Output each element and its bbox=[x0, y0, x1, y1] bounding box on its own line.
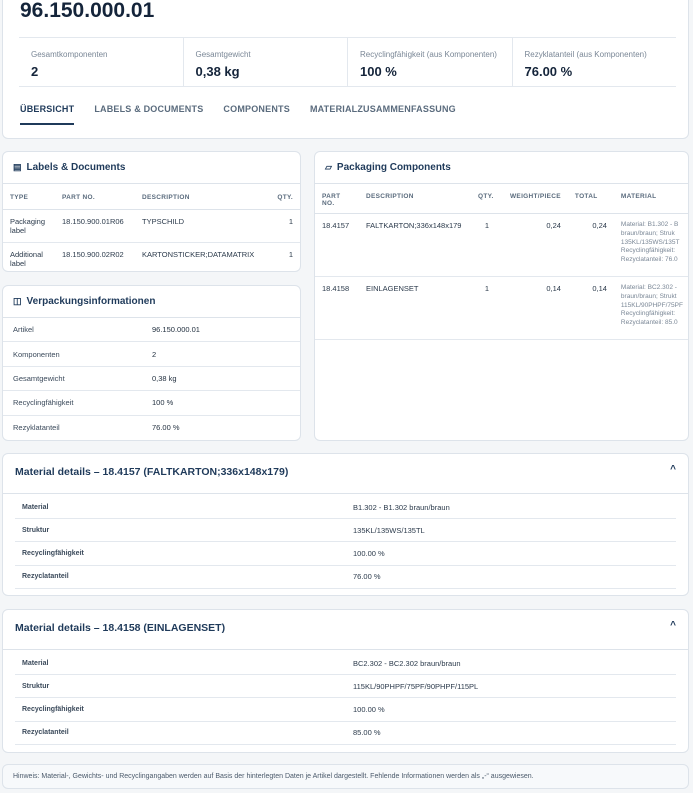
detail-row bbox=[15, 542, 676, 565]
detail-key: Material bbox=[22, 503, 49, 511]
col-weight-piece: WEIGHT/PIECE bbox=[503, 184, 568, 214]
info-row bbox=[3, 342, 300, 366]
info-key: Recyclingfähigkeit bbox=[13, 398, 74, 408]
kpi-value: 2 bbox=[31, 64, 39, 79]
cell-total: 0,24 bbox=[568, 214, 614, 277]
col-description: DESCRIPTION bbox=[359, 184, 471, 214]
cell-part-no: 18.4157 bbox=[315, 214, 359, 277]
info-row bbox=[3, 318, 300, 342]
material-line: Material: B1.302 - B bbox=[620, 221, 679, 228]
table-row bbox=[315, 277, 688, 340]
info-key: Komponenten bbox=[13, 349, 60, 359]
article-title: 96.150.000.01 bbox=[20, 0, 155, 22]
material-details-title: Material details – 18.4157 (FALTKARTON;336x148x179) bbox=[15, 466, 289, 478]
detail-value: 100.00 % bbox=[353, 548, 385, 558]
col-material: MATERIAL bbox=[614, 184, 688, 214]
labels-documents-panel bbox=[2, 151, 301, 272]
chevron-up-icon[interactable]: ^ bbox=[670, 620, 676, 631]
material-line: 135KL/135WS/135T bbox=[620, 238, 680, 246]
info-value: 0,38 kg bbox=[152, 373, 177, 383]
material-details-panel bbox=[2, 453, 689, 596]
info-value: 76.00 % bbox=[152, 423, 180, 433]
col-part-no: PART NO. bbox=[55, 184, 135, 210]
info-row bbox=[3, 367, 300, 391]
article-header-card bbox=[2, 0, 689, 139]
material-line: Recyclingfähigkeit: bbox=[620, 310, 676, 318]
detail-key: Recyclingfähigkeit bbox=[22, 705, 84, 713]
table-row bbox=[315, 214, 688, 277]
col-part-no: PART NO. bbox=[315, 184, 359, 214]
cell-part-no: 18.4158 bbox=[315, 277, 359, 340]
cell-description: TYPSCHILD bbox=[135, 210, 269, 243]
panel-title bbox=[3, 152, 300, 184]
col-total: TOTAL bbox=[568, 184, 614, 214]
kpi-label: Rezyklatanteil (aus Komponenten) bbox=[524, 50, 647, 59]
panel-title-text: Labels & Documents bbox=[26, 162, 126, 173]
cell-material bbox=[614, 277, 688, 340]
detail-value: 135KL/135WS/135TL bbox=[353, 525, 425, 535]
cell-qty: 1 bbox=[471, 214, 503, 277]
detail-row bbox=[15, 675, 676, 698]
material-details-rows bbox=[15, 496, 676, 589]
document-icon: ▤ bbox=[13, 162, 22, 172]
detail-row bbox=[15, 519, 676, 542]
detail-row bbox=[15, 566, 676, 589]
kpi-value: 76.00 % bbox=[524, 64, 573, 79]
cell-material bbox=[614, 214, 688, 277]
labels-table bbox=[3, 184, 300, 272]
tab-overview[interactable]: ÜBERSICHT bbox=[20, 104, 74, 125]
kpi-recycled-content bbox=[513, 38, 677, 86]
material-details-header[interactable] bbox=[3, 610, 688, 650]
col-qty: QTY. bbox=[471, 184, 503, 214]
kpi-recyclability bbox=[348, 38, 513, 86]
kpi-value: 100 % bbox=[360, 64, 397, 79]
detail-key: Rezyclatanteil bbox=[22, 573, 69, 581]
tab-bar bbox=[20, 104, 456, 125]
kpi-label: Recyclingfähigkeit (aus Komponenten) bbox=[360, 50, 497, 59]
detail-value: BC2.302 - BC2.302 braun/braun bbox=[353, 658, 461, 668]
cell-description: KARTONSTICKER;DATAMATRIX bbox=[135, 243, 269, 273]
detail-value: B1.302 - B1.302 braun/braun bbox=[353, 502, 450, 512]
cell-description: FALTKARTON;336x148x179 bbox=[359, 214, 471, 277]
packaging-info-panel bbox=[2, 285, 301, 441]
detail-row bbox=[15, 496, 676, 519]
info-key: Rezyklatanteil bbox=[13, 423, 60, 433]
detail-row bbox=[15, 722, 676, 745]
chevron-up-icon[interactable]: ^ bbox=[670, 464, 676, 475]
detail-key: Material bbox=[22, 659, 49, 667]
columns-icon: ◫ bbox=[13, 296, 22, 306]
material-line: Material: BC2.302 - bbox=[620, 284, 677, 291]
info-key: Artikel bbox=[13, 325, 34, 335]
tab-components[interactable]: COMPONENTS bbox=[223, 104, 290, 114]
info-row bbox=[3, 416, 300, 440]
box-icon: ▱ bbox=[325, 162, 332, 172]
material-line: Rezyclatanteil: 85.0 bbox=[620, 319, 678, 327]
cell-qty: 1 bbox=[269, 210, 300, 243]
detail-row bbox=[15, 698, 676, 721]
kpi-label: Gesamtgewicht bbox=[195, 50, 251, 59]
cell-type: Packaging label bbox=[3, 210, 55, 243]
kpi-label: Gesamtkomponenten bbox=[31, 50, 108, 59]
detail-value: 115KL/90PHPF/75PF/90PHPF/115PL bbox=[353, 681, 479, 691]
material-line: 115KL/90PHPF/75PF bbox=[620, 301, 683, 309]
panel-title bbox=[315, 152, 688, 184]
info-key: Gesamtgewicht bbox=[13, 373, 65, 383]
table-row bbox=[3, 243, 300, 273]
detail-value: 76.00 % bbox=[353, 572, 381, 582]
kpi-strip bbox=[19, 37, 676, 87]
cell-description: EINLAGENSET bbox=[359, 277, 471, 340]
table-row bbox=[3, 210, 300, 243]
panel-title-text: Packaging Components bbox=[336, 162, 451, 173]
panel-title-text: Verpackungsinformationen bbox=[26, 296, 156, 307]
detail-value: 100.00 % bbox=[353, 704, 385, 714]
detail-value: 85.00 % bbox=[353, 728, 381, 738]
material-line: Recyclingfähigkeit: bbox=[620, 247, 676, 255]
kpi-value: 0,38 kg bbox=[195, 64, 240, 79]
components-table bbox=[315, 184, 688, 340]
detail-row bbox=[15, 652, 676, 675]
cell-qty: 1 bbox=[471, 277, 503, 340]
kpi-components bbox=[19, 38, 184, 86]
panel-title bbox=[3, 286, 300, 318]
detail-key: Struktur bbox=[22, 526, 50, 534]
cell-part-no: 18.150.900.02R02 bbox=[55, 243, 135, 273]
info-value: 100 % bbox=[152, 398, 174, 408]
info-row bbox=[3, 391, 300, 415]
cell-total: 0,14 bbox=[568, 277, 614, 340]
cell-type: Additional label bbox=[3, 243, 55, 273]
info-value: 2 bbox=[152, 349, 157, 359]
cell-weight-piece: 0,24 bbox=[503, 214, 568, 277]
col-qty: QTY. bbox=[269, 184, 300, 210]
tab-labels-documents[interactable]: LABELS & DOCUMENTS bbox=[94, 104, 204, 114]
info-note: Hinweis: Material-, Gewichts- und Recyclingangaben werden auf Basis der hinterlegten Daten je Artikel dargestellt. Fehlende Informationen werden als „-“ ausgewiesen. bbox=[2, 764, 689, 789]
material-details-header[interactable] bbox=[3, 454, 688, 494]
material-details-title: Material details – 18.4158 (EINLAGENSET) bbox=[15, 622, 226, 634]
cell-part-no: 18.150.900.01R06 bbox=[55, 210, 135, 243]
detail-key: Struktur bbox=[22, 682, 50, 690]
col-description: DESCRIPTION bbox=[135, 184, 269, 210]
cell-qty: 1 bbox=[269, 243, 300, 273]
packaging-components-panel bbox=[314, 151, 689, 441]
material-line: braun/braun; Strukt bbox=[620, 292, 677, 300]
col-type: TYPE bbox=[3, 184, 55, 210]
material-line: braun/braun; Struk bbox=[620, 229, 675, 237]
material-details-rows bbox=[15, 652, 676, 745]
detail-key: Rezyclatanteil bbox=[22, 729, 69, 737]
kpi-weight bbox=[184, 38, 349, 86]
info-value: 96.150.000.01 bbox=[152, 325, 200, 335]
material-details-panel bbox=[2, 609, 689, 753]
cell-weight-piece: 0,14 bbox=[503, 277, 568, 340]
material-line: Rezyclatanteil: 76.0 bbox=[620, 256, 678, 264]
tab-material-summary[interactable]: MATERIALZUSAMMENFASSUNG bbox=[309, 104, 456, 114]
detail-key: Recyclingfähigkeit bbox=[22, 549, 84, 557]
